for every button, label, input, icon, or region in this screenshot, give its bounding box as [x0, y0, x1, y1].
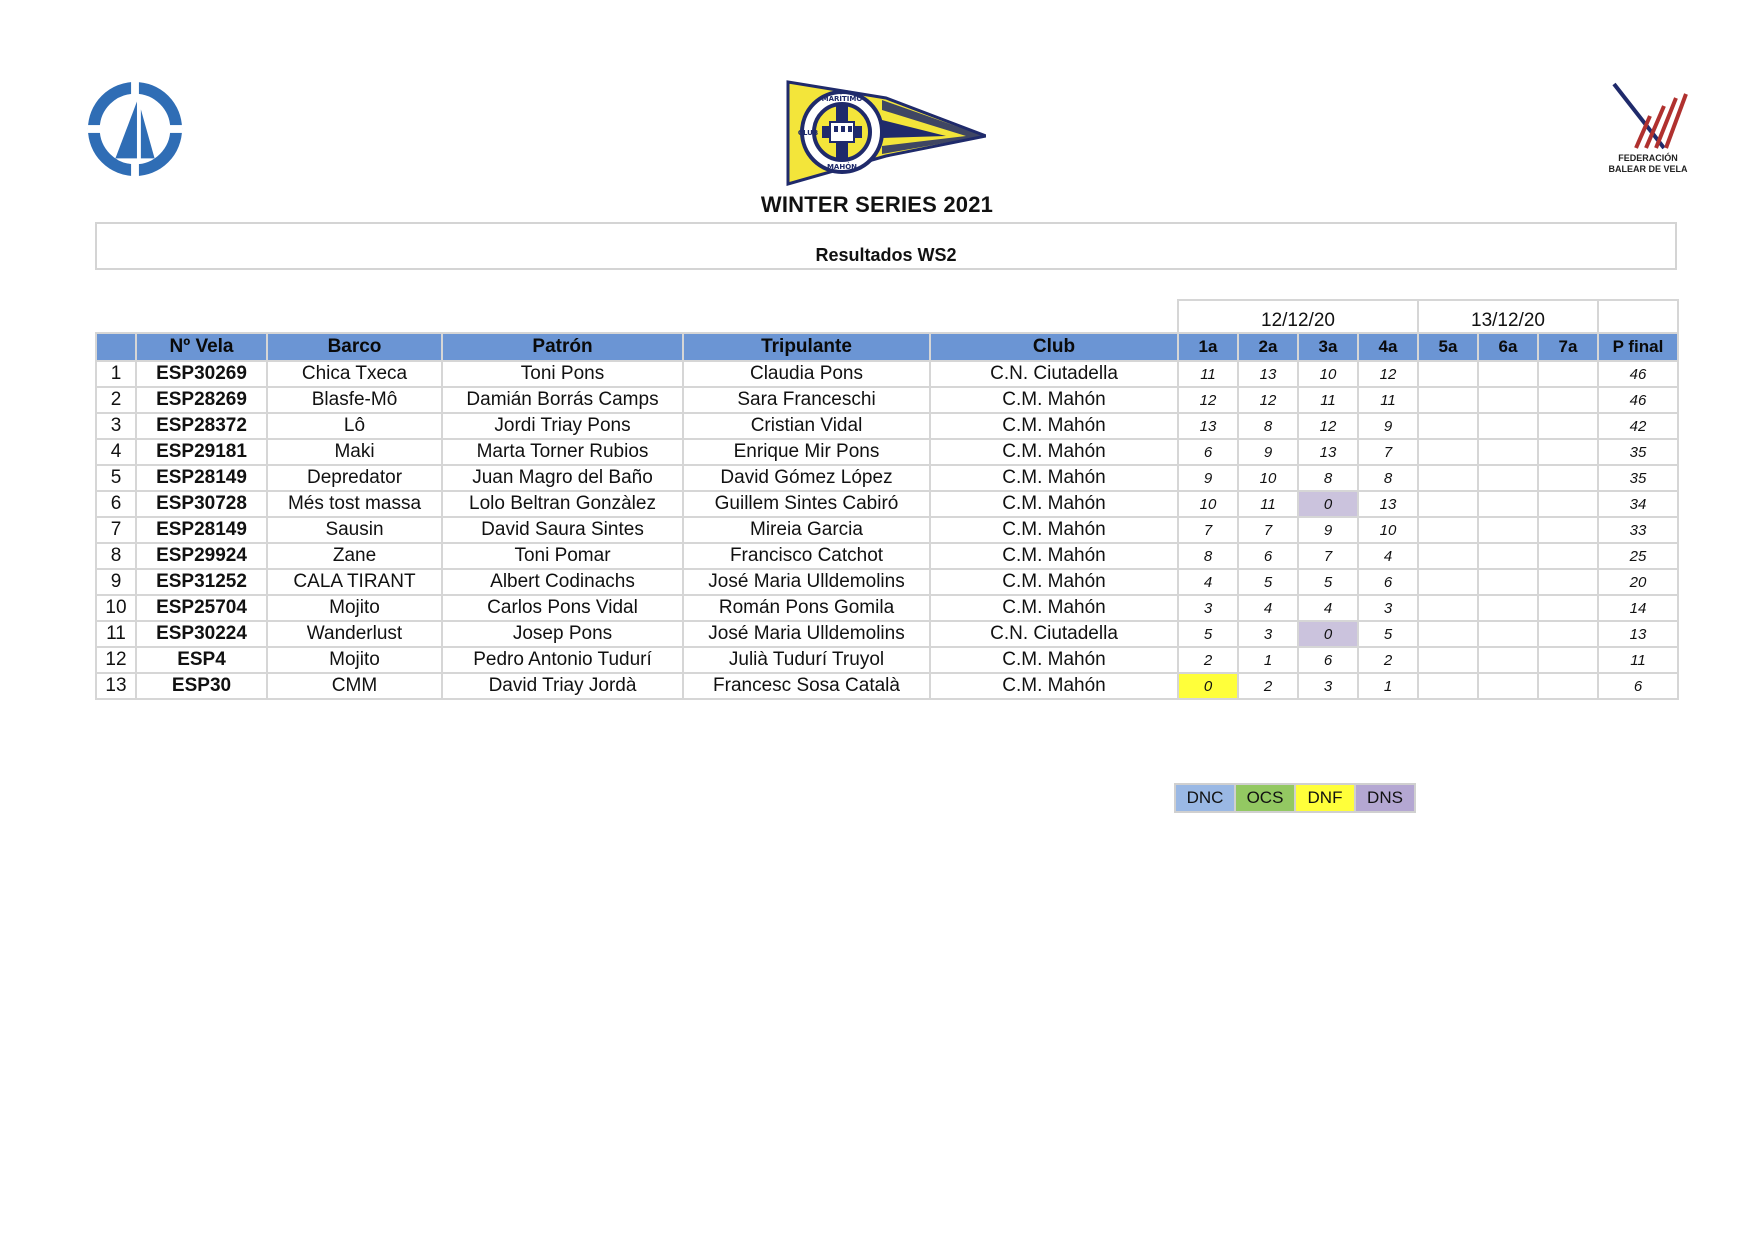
cell-r7	[1538, 439, 1598, 465]
cell-club: C.M. Mahón	[930, 543, 1178, 569]
cell-final: 42	[1598, 413, 1678, 439]
cell-r6	[1478, 361, 1538, 387]
cell-skipper: Albert Codinachs	[442, 569, 683, 595]
cell-r7	[1538, 387, 1598, 413]
cell-boat: Maki	[267, 439, 442, 465]
cell-crew: Enrique Mir Pons	[683, 439, 930, 465]
cell-r1: 5	[1178, 621, 1238, 647]
cell-club: C.M. Mahón	[930, 673, 1178, 699]
cell-boat: CALA TIRANT	[267, 569, 442, 595]
cell-r4: 6	[1358, 569, 1418, 595]
cell-crew: David Gómez López	[683, 465, 930, 491]
cell-r3: 11	[1298, 387, 1358, 413]
cell-skipper: David Saura Sintes	[442, 517, 683, 543]
federation-text-line1: FEDERACIÓN	[1618, 153, 1678, 163]
cell-crew: Julià Tudurí Truyol	[683, 647, 930, 673]
cell-r7	[1538, 361, 1598, 387]
cell-r3: 8	[1298, 465, 1358, 491]
cell-pos: 7	[96, 517, 136, 543]
club-logo-text-top: MARÍTIMO	[821, 95, 863, 103]
cell-r1: 6	[1178, 439, 1238, 465]
table-row	[96, 569, 1678, 595]
header-row	[96, 333, 1678, 361]
cell-skipper: Juan Magro del Baño	[442, 465, 683, 491]
cell-crew: José Maria Ulldemolins	[683, 621, 930, 647]
cell-skipper: Damián Borrás Camps	[442, 387, 683, 413]
cell-club: C.M. Mahón	[930, 517, 1178, 543]
club-logo-text-bottom: MAHÓN	[826, 163, 858, 171]
cell-skipper: Jordi Triay Pons	[442, 413, 683, 439]
cell-r3: 7	[1298, 543, 1358, 569]
cell-r4: 2	[1358, 647, 1418, 673]
federation-text	[1598, 153, 1698, 175]
date-day2: 13/12/20	[1418, 300, 1598, 333]
cell-r7	[1538, 517, 1598, 543]
date-blank-final	[1598, 300, 1678, 333]
cell-boat: CMM	[267, 673, 442, 699]
cell-r5	[1418, 491, 1478, 517]
cell-crew: Román Pons Gomila	[683, 595, 930, 621]
cell-crew: Francisco Catchot	[683, 543, 930, 569]
table-row	[96, 647, 1678, 673]
cell-final: 35	[1598, 465, 1678, 491]
cell-final: 11	[1598, 647, 1678, 673]
date-day1: 12/12/20	[1178, 300, 1418, 333]
cell-r2: 1	[1238, 647, 1298, 673]
cell-sail: ESP30728	[136, 491, 267, 517]
cell-sail: ESP4	[136, 647, 267, 673]
cell-sail: ESP28269	[136, 387, 267, 413]
sail-ring-logo-icon	[86, 80, 184, 178]
cell-r5	[1418, 387, 1478, 413]
cell-final: 20	[1598, 569, 1678, 595]
cell-r4: 11	[1358, 387, 1418, 413]
cell-final: 34	[1598, 491, 1678, 517]
cell-boat: Mojito	[267, 647, 442, 673]
cell-pos: 13	[96, 673, 136, 699]
cell-r7	[1538, 647, 1598, 673]
cell-r4: 13	[1358, 491, 1418, 517]
cell-r6	[1478, 621, 1538, 647]
cell-final: 6	[1598, 673, 1678, 699]
cell-r7	[1538, 673, 1598, 699]
cell-club: C.M. Mahón	[930, 569, 1178, 595]
cell-skipper: Toni Pons	[442, 361, 683, 387]
cell-r4: 3	[1358, 595, 1418, 621]
cell-r4: 5	[1358, 621, 1418, 647]
cell-r3: 6	[1298, 647, 1358, 673]
legend-dnf: DNF	[1295, 784, 1355, 812]
cell-r5	[1418, 647, 1478, 673]
cell-sail: ESP29924	[136, 543, 267, 569]
date-row	[96, 300, 1678, 333]
cell-r1: 4	[1178, 569, 1238, 595]
cell-boat: Mojito	[267, 595, 442, 621]
cell-r2: 13	[1238, 361, 1298, 387]
table-row	[96, 387, 1678, 413]
cell-boat: Sausin	[267, 517, 442, 543]
cell-boat: Wanderlust	[267, 621, 442, 647]
table-row	[96, 621, 1678, 647]
cell-boat: Chica Txeca	[267, 361, 442, 387]
cell-r1: 0	[1178, 673, 1238, 699]
cell-crew: Claudia Pons	[683, 361, 930, 387]
col-r1: 1a	[1178, 333, 1238, 361]
table-row	[96, 439, 1678, 465]
cell-r1: 12	[1178, 387, 1238, 413]
col-final: P final	[1598, 333, 1678, 361]
cell-r7	[1538, 595, 1598, 621]
cell-crew: José Maria Ulldemolins	[683, 569, 930, 595]
table-row	[96, 673, 1678, 699]
cell-sail: ESP30	[136, 673, 267, 699]
cell-r1: 13	[1178, 413, 1238, 439]
cell-r6	[1478, 595, 1538, 621]
table-row	[96, 517, 1678, 543]
cell-r2: 6	[1238, 543, 1298, 569]
cell-r2: 5	[1238, 569, 1298, 595]
cell-r1: 2	[1178, 647, 1238, 673]
table-row	[96, 491, 1678, 517]
cell-r4: 10	[1358, 517, 1418, 543]
cell-boat: Depredator	[267, 465, 442, 491]
cell-r4: 9	[1358, 413, 1418, 439]
cell-final: 25	[1598, 543, 1678, 569]
cell-r6	[1478, 569, 1538, 595]
col-pos	[96, 333, 136, 361]
legend-dns: DNS	[1355, 784, 1415, 812]
cell-final: 14	[1598, 595, 1678, 621]
cell-r3: 13	[1298, 439, 1358, 465]
table-row	[96, 543, 1678, 569]
table-row	[96, 361, 1678, 387]
cell-r3: 0	[1298, 621, 1358, 647]
cell-boat: Blasfe-Mô	[267, 387, 442, 413]
cell-club: C.M. Mahón	[930, 439, 1178, 465]
col-r2: 2a	[1238, 333, 1298, 361]
cell-r6	[1478, 491, 1538, 517]
cell-r5	[1418, 543, 1478, 569]
cell-r4: 4	[1358, 543, 1418, 569]
col-skipper: Patrón	[442, 333, 683, 361]
club-maritimo-mahon-logo-icon	[786, 80, 986, 186]
cell-r2: 12	[1238, 387, 1298, 413]
cell-club: C.M. Mahón	[930, 387, 1178, 413]
cell-r7	[1538, 569, 1598, 595]
cell-r5	[1418, 439, 1478, 465]
cell-pos: 9	[96, 569, 136, 595]
cell-r6	[1478, 673, 1538, 699]
table-row	[96, 465, 1678, 491]
results-body	[96, 361, 1678, 699]
col-r4: 4a	[1358, 333, 1418, 361]
cell-sail: ESP30269	[136, 361, 267, 387]
cell-crew: Sara Franceschi	[683, 387, 930, 413]
cell-r1: 11	[1178, 361, 1238, 387]
cell-sail: ESP28149	[136, 517, 267, 543]
col-r5: 5a	[1418, 333, 1478, 361]
cell-skipper: Toni Pomar	[442, 543, 683, 569]
cell-r4: 8	[1358, 465, 1418, 491]
cell-r2: 8	[1238, 413, 1298, 439]
cell-r4: 1	[1358, 673, 1418, 699]
cell-crew: Cristian Vidal	[683, 413, 930, 439]
cell-r4: 12	[1358, 361, 1418, 387]
cell-r5	[1418, 673, 1478, 699]
cell-sail: ESP28149	[136, 465, 267, 491]
legend-dnc: DNC	[1175, 784, 1235, 812]
cell-r7	[1538, 491, 1598, 517]
cell-crew: Mireia Garcia	[683, 517, 930, 543]
cell-r6	[1478, 387, 1538, 413]
cell-final: 46	[1598, 361, 1678, 387]
series-title: WINTER SERIES 2021	[760, 192, 994, 217]
col-r3: 3a	[1298, 333, 1358, 361]
cell-club: C.M. Mahón	[930, 595, 1178, 621]
federation-text-line2: BALEAR DE VELA	[1608, 164, 1688, 174]
legend	[1174, 783, 1416, 813]
results-table	[95, 299, 1679, 700]
col-boat: Barco	[267, 333, 442, 361]
cell-skipper: Marta Torner Rubios	[442, 439, 683, 465]
legend-ocs: OCS	[1235, 784, 1295, 812]
cell-r6	[1478, 413, 1538, 439]
cell-r3: 3	[1298, 673, 1358, 699]
cell-final: 46	[1598, 387, 1678, 413]
cell-r3: 10	[1298, 361, 1358, 387]
cell-r5	[1418, 569, 1478, 595]
cell-final: 13	[1598, 621, 1678, 647]
cell-final: 33	[1598, 517, 1678, 543]
cell-pos: 2	[96, 387, 136, 413]
cell-boat: Lô	[267, 413, 442, 439]
cell-r2: 11	[1238, 491, 1298, 517]
cell-club: C.M. Mahón	[930, 413, 1178, 439]
cell-r2: 9	[1238, 439, 1298, 465]
cell-skipper: David Triay Jordà	[442, 673, 683, 699]
cell-r3: 9	[1298, 517, 1358, 543]
cell-r5	[1418, 517, 1478, 543]
cell-club: C.N. Ciutadella	[930, 621, 1178, 647]
cell-sail: ESP25704	[136, 595, 267, 621]
cell-r5	[1418, 361, 1478, 387]
cell-r2: 2	[1238, 673, 1298, 699]
results-title: Resultados WS2	[815, 245, 957, 265]
col-club: Club	[930, 333, 1178, 361]
cell-club: C.N. Ciutadella	[930, 361, 1178, 387]
cell-boat: Zane	[267, 543, 442, 569]
table-row	[96, 413, 1678, 439]
cell-r6	[1478, 465, 1538, 491]
cell-r6	[1478, 543, 1538, 569]
cell-skipper: Carlos Pons Vidal	[442, 595, 683, 621]
cell-r5	[1418, 465, 1478, 491]
cell-r6	[1478, 517, 1538, 543]
cell-r3: 5	[1298, 569, 1358, 595]
cell-sail: ESP28372	[136, 413, 267, 439]
cell-r3: 0	[1298, 491, 1358, 517]
cell-r1: 9	[1178, 465, 1238, 491]
cell-r1: 3	[1178, 595, 1238, 621]
col-r6: 6a	[1478, 333, 1538, 361]
cell-r7	[1538, 621, 1598, 647]
cell-r5	[1418, 595, 1478, 621]
cell-club: C.M. Mahón	[930, 647, 1178, 673]
cell-r2: 4	[1238, 595, 1298, 621]
club-logo-text-side: CLUB	[797, 129, 819, 137]
cell-r2: 7	[1238, 517, 1298, 543]
cell-pos: 11	[96, 621, 136, 647]
cell-pos: 1	[96, 361, 136, 387]
cell-r6	[1478, 647, 1538, 673]
cell-r3: 4	[1298, 595, 1358, 621]
cell-pos: 10	[96, 595, 136, 621]
cell-r3: 12	[1298, 413, 1358, 439]
cell-pos: 8	[96, 543, 136, 569]
cell-r1: 10	[1178, 491, 1238, 517]
cell-final: 35	[1598, 439, 1678, 465]
cell-boat: Més tost massa	[267, 491, 442, 517]
cell-crew: Francesc Sosa Català	[683, 673, 930, 699]
cell-skipper: Lolo Beltran Gonzàlez	[442, 491, 683, 517]
cell-club: C.M. Mahón	[930, 491, 1178, 517]
cell-sail: ESP29181	[136, 439, 267, 465]
cell-pos: 12	[96, 647, 136, 673]
cell-r1: 8	[1178, 543, 1238, 569]
cell-sail: ESP30224	[136, 621, 267, 647]
cell-r2: 10	[1238, 465, 1298, 491]
cell-sail: ESP31252	[136, 569, 267, 595]
cell-pos: 6	[96, 491, 136, 517]
cell-skipper: Pedro Antonio Tudurí	[442, 647, 683, 673]
cell-crew: Guillem Sintes Cabiró	[683, 491, 930, 517]
cell-r1: 7	[1178, 517, 1238, 543]
cell-r7	[1538, 543, 1598, 569]
cell-r5	[1418, 621, 1478, 647]
cell-r4: 7	[1358, 439, 1418, 465]
cell-pos: 5	[96, 465, 136, 491]
cell-r7	[1538, 413, 1598, 439]
cell-skipper: Josep Pons	[442, 621, 683, 647]
results-title-box	[95, 222, 1677, 270]
cell-r6	[1478, 439, 1538, 465]
cell-r5	[1418, 413, 1478, 439]
col-r7: 7a	[1538, 333, 1598, 361]
col-crew: Tripulante	[683, 333, 930, 361]
cell-club: C.M. Mahón	[930, 465, 1178, 491]
cell-pos: 4	[96, 439, 136, 465]
cell-r7	[1538, 465, 1598, 491]
cell-r2: 3	[1238, 621, 1298, 647]
cell-pos: 3	[96, 413, 136, 439]
table-row	[96, 595, 1678, 621]
col-sail: Nº Vela	[136, 333, 267, 361]
